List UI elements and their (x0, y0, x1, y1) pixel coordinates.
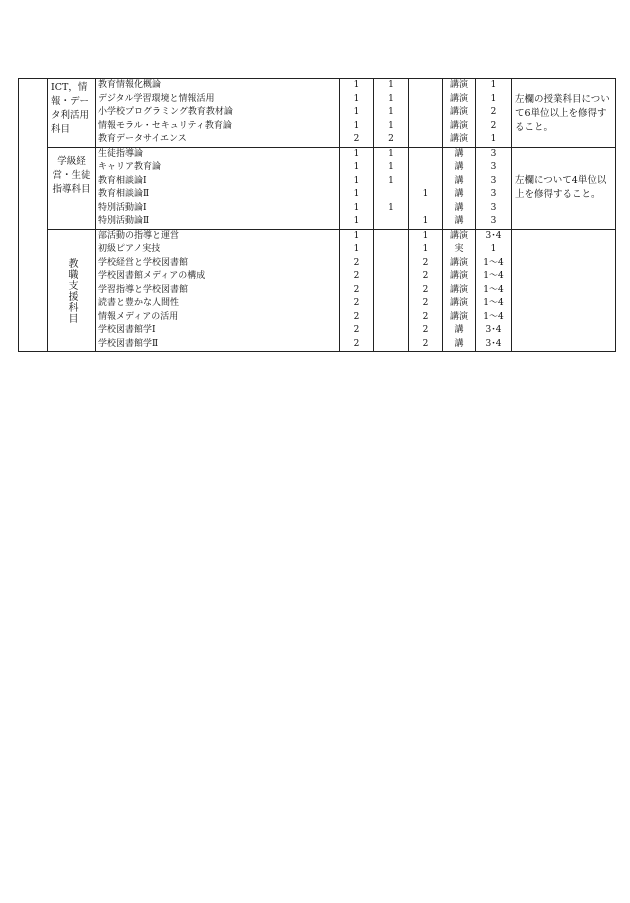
credit-value (409, 175, 442, 189)
category-label (48, 147, 96, 229)
credit-value: 1 (422, 230, 429, 241)
requirement-note (512, 229, 616, 352)
year-value: 1〜4 (483, 284, 504, 295)
year-value: 3･4 (485, 338, 502, 349)
credit-value: 2 (353, 271, 360, 281)
class-type: 講演 (449, 298, 468, 308)
credit-value: 2 (388, 134, 394, 144)
credit-value (409, 79, 442, 93)
credit-value (409, 202, 442, 216)
year-value: 2 (490, 107, 497, 117)
course-name: 特別活動論Ⅰ (98, 202, 147, 213)
category-label: ICT，情報・データ利活用科目 (48, 79, 96, 148)
course-name: 学校経営と学校図書館 (98, 257, 189, 268)
credit-value: 1 (388, 120, 394, 131)
course-name: 教育相談論Ⅱ (98, 189, 150, 199)
requirement-note (512, 79, 616, 148)
credit-value: 1 (353, 216, 360, 226)
class-type: 講演 (449, 230, 468, 241)
year-value: 3 (490, 189, 497, 199)
credit-value (409, 148, 442, 162)
credit-value (409, 120, 442, 134)
credit-value: 1 (353, 162, 360, 172)
course-name: 学校図書館学Ⅰ (98, 325, 156, 335)
year-value: 1 (490, 244, 497, 254)
year-value: 3 (490, 162, 497, 172)
course-names (96, 229, 340, 352)
credit-value: 2 (353, 257, 360, 268)
credit-value: 2 (422, 271, 429, 281)
curriculum-table (18, 78, 616, 352)
class-type: 講 (454, 202, 464, 213)
course-names (96, 147, 340, 229)
credits-column-1 (340, 147, 374, 229)
course-name: キャリア教育論 (98, 162, 162, 172)
credit-value (374, 270, 408, 284)
credit-value: 2 (422, 311, 429, 322)
credit-value: 1 (353, 189, 360, 199)
year-value: 3 (490, 175, 497, 186)
credit-value: 1 (353, 93, 360, 104)
year-value: 2 (490, 120, 497, 131)
class-type: 講演 (449, 120, 468, 131)
credits-column-2 (374, 229, 409, 352)
credit-value: 1 (388, 93, 394, 104)
credit-value: 1 (422, 244, 429, 254)
year-value: 1 (490, 80, 497, 90)
class-type: 講演 (449, 284, 468, 295)
credit-value: 1 (353, 175, 360, 186)
credit-value: 1 (353, 148, 360, 159)
credit-value: 1 (353, 120, 360, 131)
credit-value: 2 (422, 257, 429, 268)
credit-value (409, 106, 442, 120)
year-column (476, 147, 512, 229)
credit-value (409, 133, 442, 147)
class-type: 講演 (449, 271, 468, 281)
credit-value: 1 (388, 148, 394, 159)
credit-value: 1 (353, 244, 360, 254)
credit-value: 1 (388, 202, 394, 213)
credit-value: 1 (353, 230, 360, 241)
category-text: 教職支援科目 (66, 257, 77, 324)
credit-value: 2 (422, 298, 429, 308)
course-name: 学校図書館メディアの構成 (98, 271, 206, 281)
course-name: 部活動の指導と運営 (98, 230, 180, 241)
class-type: 講 (454, 162, 464, 172)
credit-value (374, 215, 408, 229)
course-name: 情報メディアの活用 (98, 311, 179, 322)
class-type-column (443, 79, 476, 148)
credit-value: 2 (353, 338, 360, 349)
credit-value: 2 (353, 284, 360, 295)
credits-column-2 (374, 147, 409, 229)
credits-column-3 (409, 79, 443, 148)
credit-value: 1 (388, 80, 394, 90)
credit-value: 1 (388, 175, 394, 186)
class-type: 講 (454, 148, 464, 159)
class-type: 講演 (449, 107, 468, 117)
credit-value: 2 (353, 311, 360, 322)
year-value: 1 (490, 93, 497, 104)
course-name: 初級ピアノ実技 (98, 244, 161, 254)
course-name: 生徒指導論 (98, 148, 144, 159)
credit-value: 1 (353, 202, 360, 213)
course-name: 教育相談論Ⅰ (98, 175, 147, 186)
credit-value: 2 (422, 284, 429, 295)
credit-value (374, 243, 408, 257)
class-type: 講 (454, 175, 464, 186)
credit-value (409, 93, 442, 107)
credit-value: 1 (422, 189, 429, 199)
credits-column-3 (409, 147, 443, 229)
year-column (476, 229, 512, 352)
year-value: 3 (490, 202, 497, 213)
note-text: 左欄の授業科目について6単位以上を修得すること。 (515, 94, 610, 133)
course-name: 情報モラル・セキュリティ教育論 (98, 120, 232, 131)
credit-value (374, 311, 408, 325)
group-support (19, 229, 616, 352)
requirement-note (512, 147, 616, 229)
year-value: 3 (490, 148, 497, 159)
class-type-column (443, 147, 476, 229)
class-type: 講演 (449, 80, 468, 90)
credits-column-1 (340, 79, 374, 148)
credit-value (409, 161, 442, 175)
credits-column-1 (340, 229, 374, 352)
year-value: 1 (490, 134, 497, 144)
category-text: 学級経営・生徒指導科目 (52, 155, 91, 195)
credit-value: 2 (353, 325, 360, 335)
blank-column (19, 79, 48, 352)
credit-value: 2 (353, 298, 360, 308)
credit-value (374, 257, 408, 271)
group-guidance (19, 147, 616, 229)
course-names (96, 79, 340, 148)
class-type: 講演 (449, 93, 468, 104)
year-value: 3 (490, 216, 497, 226)
class-type: 講 (454, 189, 464, 199)
course-name: 教育データサイエンス (98, 134, 187, 144)
credit-value (374, 230, 408, 244)
credit-value (374, 338, 408, 352)
course-name: デジタル学習環境と情報活用 (98, 93, 215, 104)
credit-value: 2 (353, 134, 360, 144)
credits-column-3 (409, 229, 443, 352)
year-value: 1〜4 (483, 271, 504, 281)
class-type: 講 (454, 325, 464, 335)
course-name: 小学校プログラミング教育教材論 (98, 107, 233, 117)
year-column (476, 79, 512, 148)
credit-value (374, 188, 408, 202)
credit-value: 1 (353, 80, 360, 90)
year-value: 3･4 (485, 230, 502, 241)
credit-value: 2 (422, 325, 429, 335)
year-value: 1〜4 (483, 298, 504, 308)
class-type: 講演 (449, 257, 468, 268)
credit-value: 2 (422, 338, 429, 349)
course-name: 特別活動論Ⅱ (98, 216, 150, 226)
course-name: 学校図書館学Ⅱ (98, 338, 159, 349)
year-value: 1〜4 (483, 311, 504, 322)
credit-value (374, 297, 408, 311)
course-name: 学習指導と学校図書館 (98, 284, 189, 295)
credit-value: 1 (388, 107, 394, 117)
class-type: 講演 (449, 134, 468, 144)
category-label (48, 229, 96, 352)
class-type: 講演 (449, 311, 468, 322)
credit-value: 1 (353, 107, 360, 117)
credit-value: 1 (422, 216, 429, 226)
note-text: 左欄について4単位以上を修得すること。 (515, 174, 607, 200)
credit-value (374, 284, 408, 298)
credit-value (374, 324, 408, 338)
credits-column-2 (374, 79, 409, 148)
class-type-column (443, 229, 476, 352)
class-type: 講 (454, 216, 464, 226)
class-type: 講 (454, 338, 464, 349)
course-name: 読書と豊かな人間性 (98, 298, 180, 308)
class-type: 実 (454, 244, 464, 254)
credit-value: 1 (388, 162, 394, 172)
year-value: 3･4 (485, 325, 502, 335)
year-value: 1〜4 (483, 257, 504, 268)
course-name: 教育情報化概論 (98, 80, 162, 90)
group-ict (19, 79, 616, 148)
